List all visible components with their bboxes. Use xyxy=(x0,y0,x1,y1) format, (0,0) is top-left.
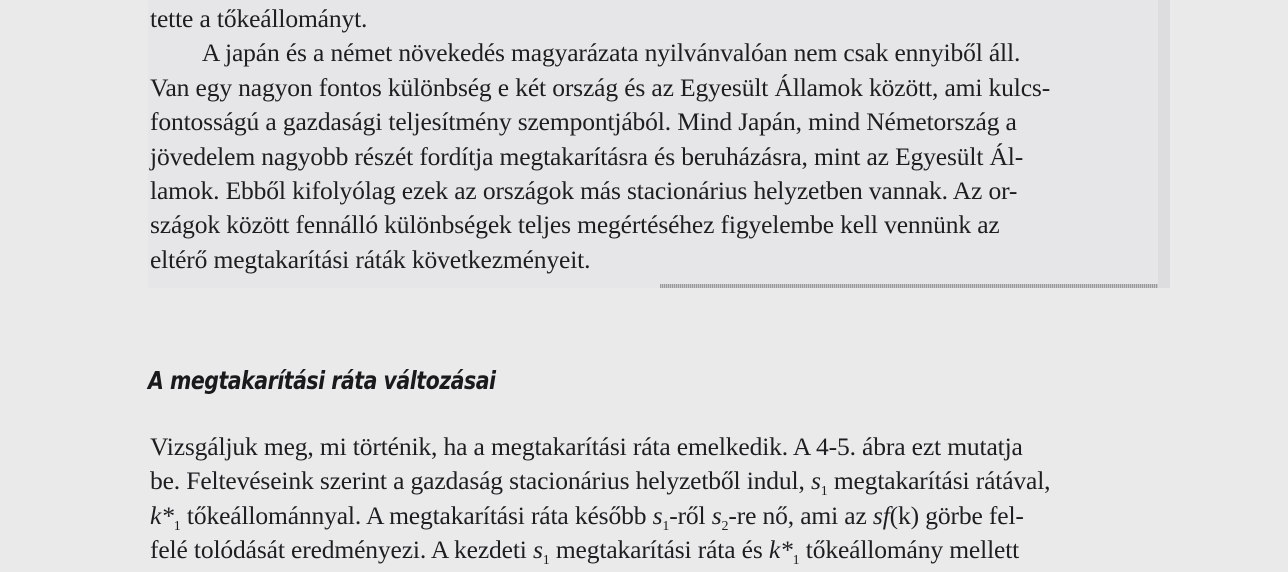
math-subscript: 2 xyxy=(721,518,729,534)
text-run: -ről xyxy=(669,500,706,530)
paragraph-1-line: fontosságú a gazdasági teljesítmény szempontjából. Mind Japán, mind Németország a xyxy=(150,107,1017,137)
paragraph-1 xyxy=(150,2,1162,277)
text-run: be. Feltevéseink szerint a gazdaság stacionárius helyzetből indul, xyxy=(150,466,805,496)
paragraph-1-line xyxy=(150,71,1160,105)
math-subscript: 1 xyxy=(820,484,828,500)
math-symbol: s xyxy=(711,500,722,530)
paragraph-2-line xyxy=(150,499,1160,533)
math-subscript: 1 xyxy=(173,518,181,534)
paragraph-1-line: tette a tőkeállományt. xyxy=(150,4,368,33)
math-symbol: s xyxy=(810,466,821,496)
paragraph-1-line-text: Van egy nagyon fontos különbség e két ország és az Egyesült Államok között, ami kulcs- xyxy=(150,72,1051,102)
section-heading: A megtakarítási ráta változásai xyxy=(148,366,496,395)
math-symbol: k* xyxy=(150,500,174,530)
math-symbol: k* xyxy=(768,535,793,565)
text-run: görbe fel- xyxy=(925,500,1024,530)
paragraph-2 xyxy=(150,430,1162,568)
paragraph-1-line: A japán és a német növekedés magyarázata nyilvánvalóan nem csak ennyiből áll. xyxy=(201,38,1021,68)
paragraph-1-line: szágok között fennálló különbségek teljes megértéséhez figyelembe kell vennünk az xyxy=(150,210,1000,240)
text-run: megtakarítási ráta és xyxy=(555,535,763,565)
text-run: felé tolódását eredményezi. A kezdeti xyxy=(150,535,527,565)
math-subscript: 1 xyxy=(542,553,550,569)
text-run: tőkeállománnyal. A megtakarítási ráta később xyxy=(186,500,647,530)
math-symbol: s xyxy=(652,500,663,530)
paragraph-2-line xyxy=(150,464,1160,498)
text-run: -re nő, ami az xyxy=(728,500,867,530)
math-symbol: (k) xyxy=(889,500,920,530)
paragraph-2-line: Vizsgáljuk meg, mi történik, ha a megtakarítási ráta emelkedik. A 4-5. ábra ezt mutatja xyxy=(150,432,1023,461)
math-symbol: sf xyxy=(872,500,890,530)
paragraph-2-line xyxy=(150,533,1160,567)
math-subscript: 1 xyxy=(662,518,670,534)
text-run: tőkeállomány mellett xyxy=(805,535,1020,565)
paragraph-1-line: lamok. Ebből kifolyólag ezek az országok más stacionárius helyzetben vannak. Az or- xyxy=(150,175,1018,205)
paragraph-1-line: jövedelem nagyobb részét fordítja megtakarításra és beruházásra, mint az Egyesült Ál- xyxy=(150,141,1024,171)
paragraph-1-line: eltérő megtakarítási ráták következményeit. xyxy=(150,244,591,274)
box-bottom-rule xyxy=(660,284,1158,288)
math-symbol: s xyxy=(532,535,543,565)
math-subscript: 1 xyxy=(792,553,800,569)
text-run: megtakarítási rátával, xyxy=(833,466,1051,496)
